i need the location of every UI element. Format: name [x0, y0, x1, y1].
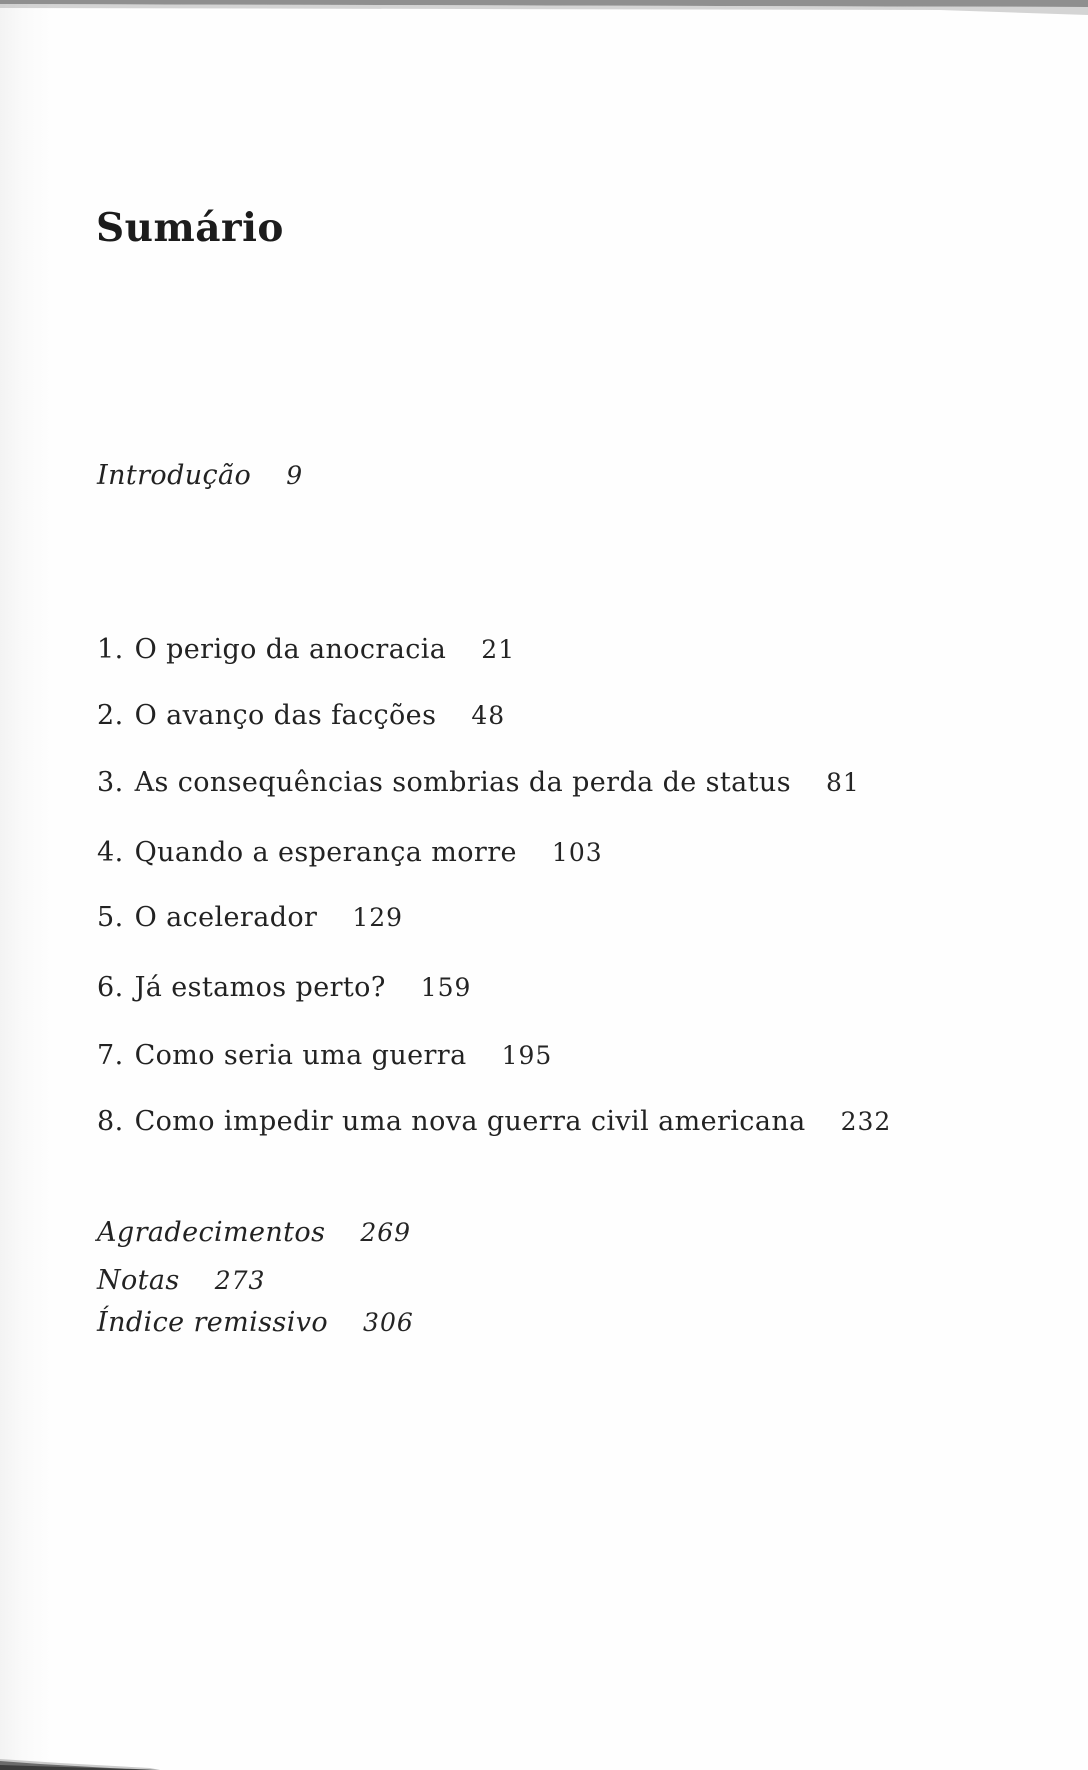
scan-bottom-edge	[0, 1756, 160, 1770]
page-number: 306	[363, 1308, 414, 1337]
page-number: 9	[286, 461, 304, 490]
toc-entry-chapter-2	[97, 702, 505, 729]
page-number: 21	[481, 635, 516, 664]
toc-entry-chapter-8	[97, 1108, 891, 1135]
chapter-title: As consequências sombrias da perda de status	[134, 767, 791, 798]
chapter-title: Já estamos perto?	[134, 972, 386, 1003]
page-number: 273	[214, 1266, 266, 1295]
section-title: Notas	[97, 1265, 180, 1296]
chapter-title: Como impedir uma nova guerra civil americana	[134, 1106, 806, 1137]
chapter-number: 6.	[97, 972, 124, 1003]
toc-entry-intro	[97, 462, 303, 489]
section-title: Índice remissivo	[97, 1307, 329, 1338]
toc-title: Sumário	[96, 205, 284, 252]
toc-entry-chapter-6	[97, 974, 471, 1001]
chapter-title: Como seria uma guerra	[134, 1040, 467, 1071]
toc-entry-index	[97, 1309, 414, 1336]
page-number: 81	[825, 768, 860, 797]
page-number: 129	[352, 903, 404, 932]
toc-entry-chapter-4	[97, 839, 603, 866]
chapter-number: 8.	[97, 1106, 124, 1137]
page-number: 159	[420, 973, 472, 1002]
page-number: 232	[840, 1107, 892, 1136]
chapter-number: 3.	[97, 767, 124, 798]
page-number: 103	[551, 838, 603, 867]
chapter-title: O avanço das facções	[134, 700, 437, 731]
chapter-number: 5.	[97, 902, 124, 933]
toc-entry-chapter-1	[97, 636, 515, 663]
page-number: 195	[501, 1041, 553, 1070]
chapter-title: O perigo da anocracia	[134, 634, 447, 665]
toc-entry-acknowledgements	[97, 1219, 411, 1246]
chapter-number: 4.	[97, 837, 124, 868]
toc-entry-chapter-3	[97, 769, 860, 796]
chapter-number: 2.	[97, 700, 124, 731]
chapter-title: O acelerador	[134, 902, 318, 933]
toc-entry-notes	[97, 1267, 265, 1294]
scan-left-shading	[0, 0, 52, 1770]
chapter-title: Quando a esperança morre	[134, 837, 517, 868]
chapter-number: 1.	[97, 634, 124, 665]
page-number: 48	[471, 701, 506, 730]
section-title: Introdução	[97, 460, 252, 491]
scan-top-edge	[0, 0, 1088, 22]
toc-entry-chapter-5	[97, 904, 403, 931]
chapter-number: 7.	[97, 1040, 124, 1071]
toc-entry-chapter-7	[97, 1042, 552, 1069]
page-number: 269	[360, 1218, 412, 1247]
section-title: Agradecimentos	[97, 1217, 326, 1248]
